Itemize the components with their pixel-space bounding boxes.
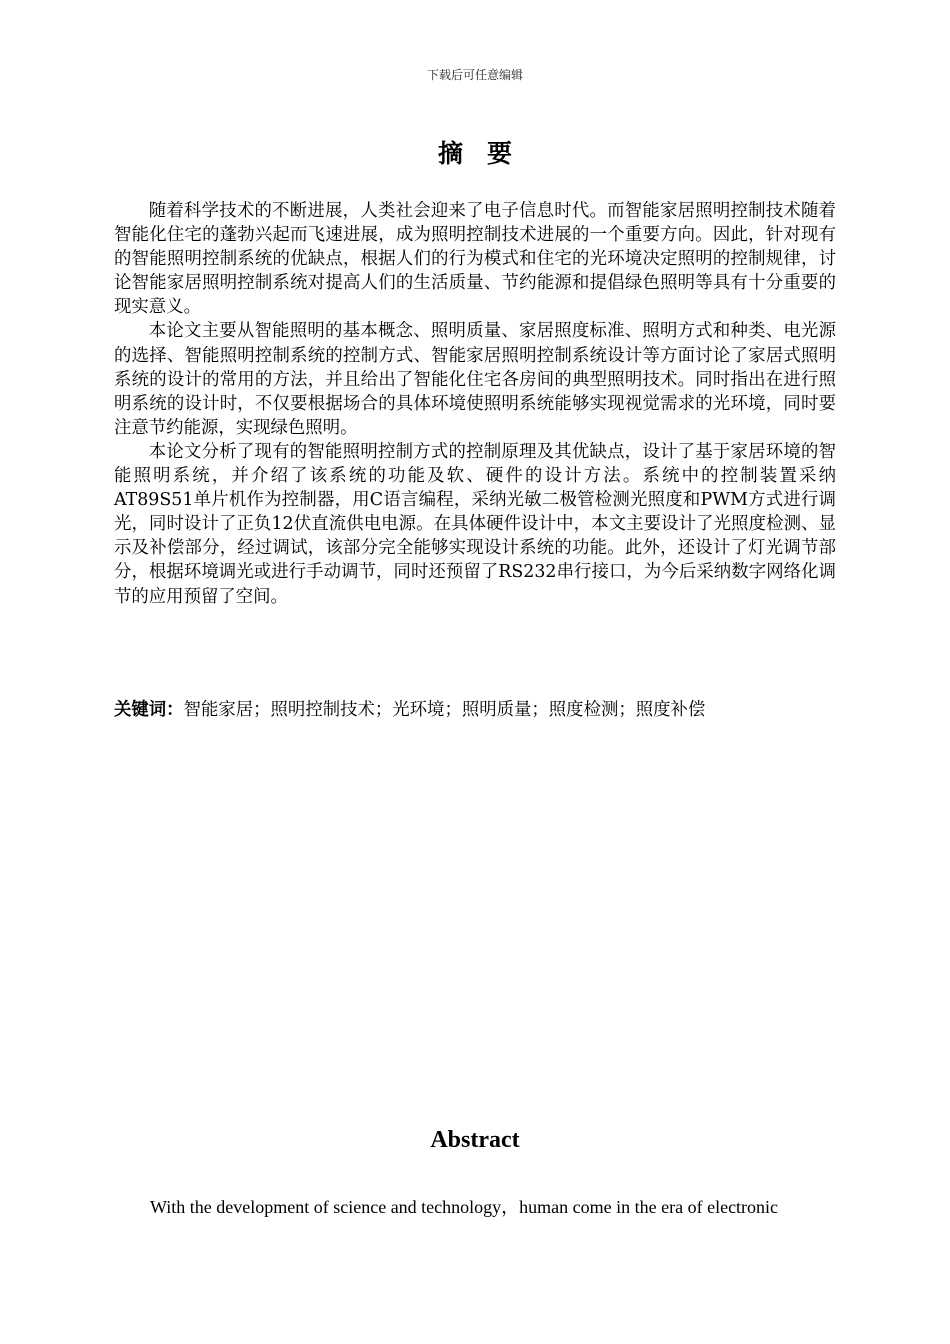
abstract-en-body [114, 1194, 836, 1220]
keywords-text: 智能家居；照明控制技术；光环境；照明质量；照度检测；照度补偿 [183, 700, 706, 720]
abstract-en-title: Abstract [430, 1127, 520, 1153]
keywords-label: 关键词： [114, 700, 184, 720]
abstract-cn-title: 摘要 [437, 139, 536, 168]
abstract-cn-paragraph-3: 本论文分析了现有的智能照明控制方式的控制原理及其优缺点，设计了基于家居环境的智能照明系统，并介绍了该系统的功能及软、硬件的设计方法。系统中的控制装置采纳AT89S51单片机作为控制器，用C语言编程，采纳光敏二极管检测光照度和PWM方式进行调光，同时设计了正负12伏直流供电电源。在具体硬件设计中，本文主要设计了光照度检测、显示及补偿部分，经过调试，该部分完全能够实现设计系统的功能。此外，还设计了灯光调节部分，根据环境调光或进行手动调节，同时还预留了RS232串行接口，为今后采纳数字网络化调节的应用预留了空间。 [114, 441, 836, 607]
abstract-cn-body [114, 199, 836, 609]
abstract-en-paragraph-1: With the development of science and technology，human come in the era of electronic [150, 1197, 779, 1217]
abstract-cn-paragraph-2: 本论文主要从智能照明的基本概念、照明质量、家居照度标准、照明方式和种类、电光源的选择、智能照明控制系统的控制方式、智能家居照明控制系统设计等方面讨论了家居式照明系统的设计的常用的方法，并且给出了智能化住宅各房间的典型照明技术。同时指出在进行照明系统的设计时，不仅要根据场合的具体环境使照明系统能够实现视觉需求的光环境，同时要注意节约能源，实现绿色照明。 [114, 321, 836, 438]
page-header-note: 下载后可任意编辑 [426, 68, 523, 82]
abstract-cn-paragraph-1: 随着科学技术的不断进展，人类社会迎来了电子信息时代。而智能家居照明控制技术随着智能化住宅的蓬勃兴起而飞速进展，成为照明控制技术进展的一个重要方向。因此，针对现有的智能照明控制系统的优缺点，根据人们的行为模式和住宅的光环境决定照明的控制规律，讨论智能家居照明控制系统对提高人们的生活质量、节约能源和提倡绿色照明等具有十分重要的现实意义。 [114, 201, 836, 318]
keywords-line [114, 698, 836, 722]
